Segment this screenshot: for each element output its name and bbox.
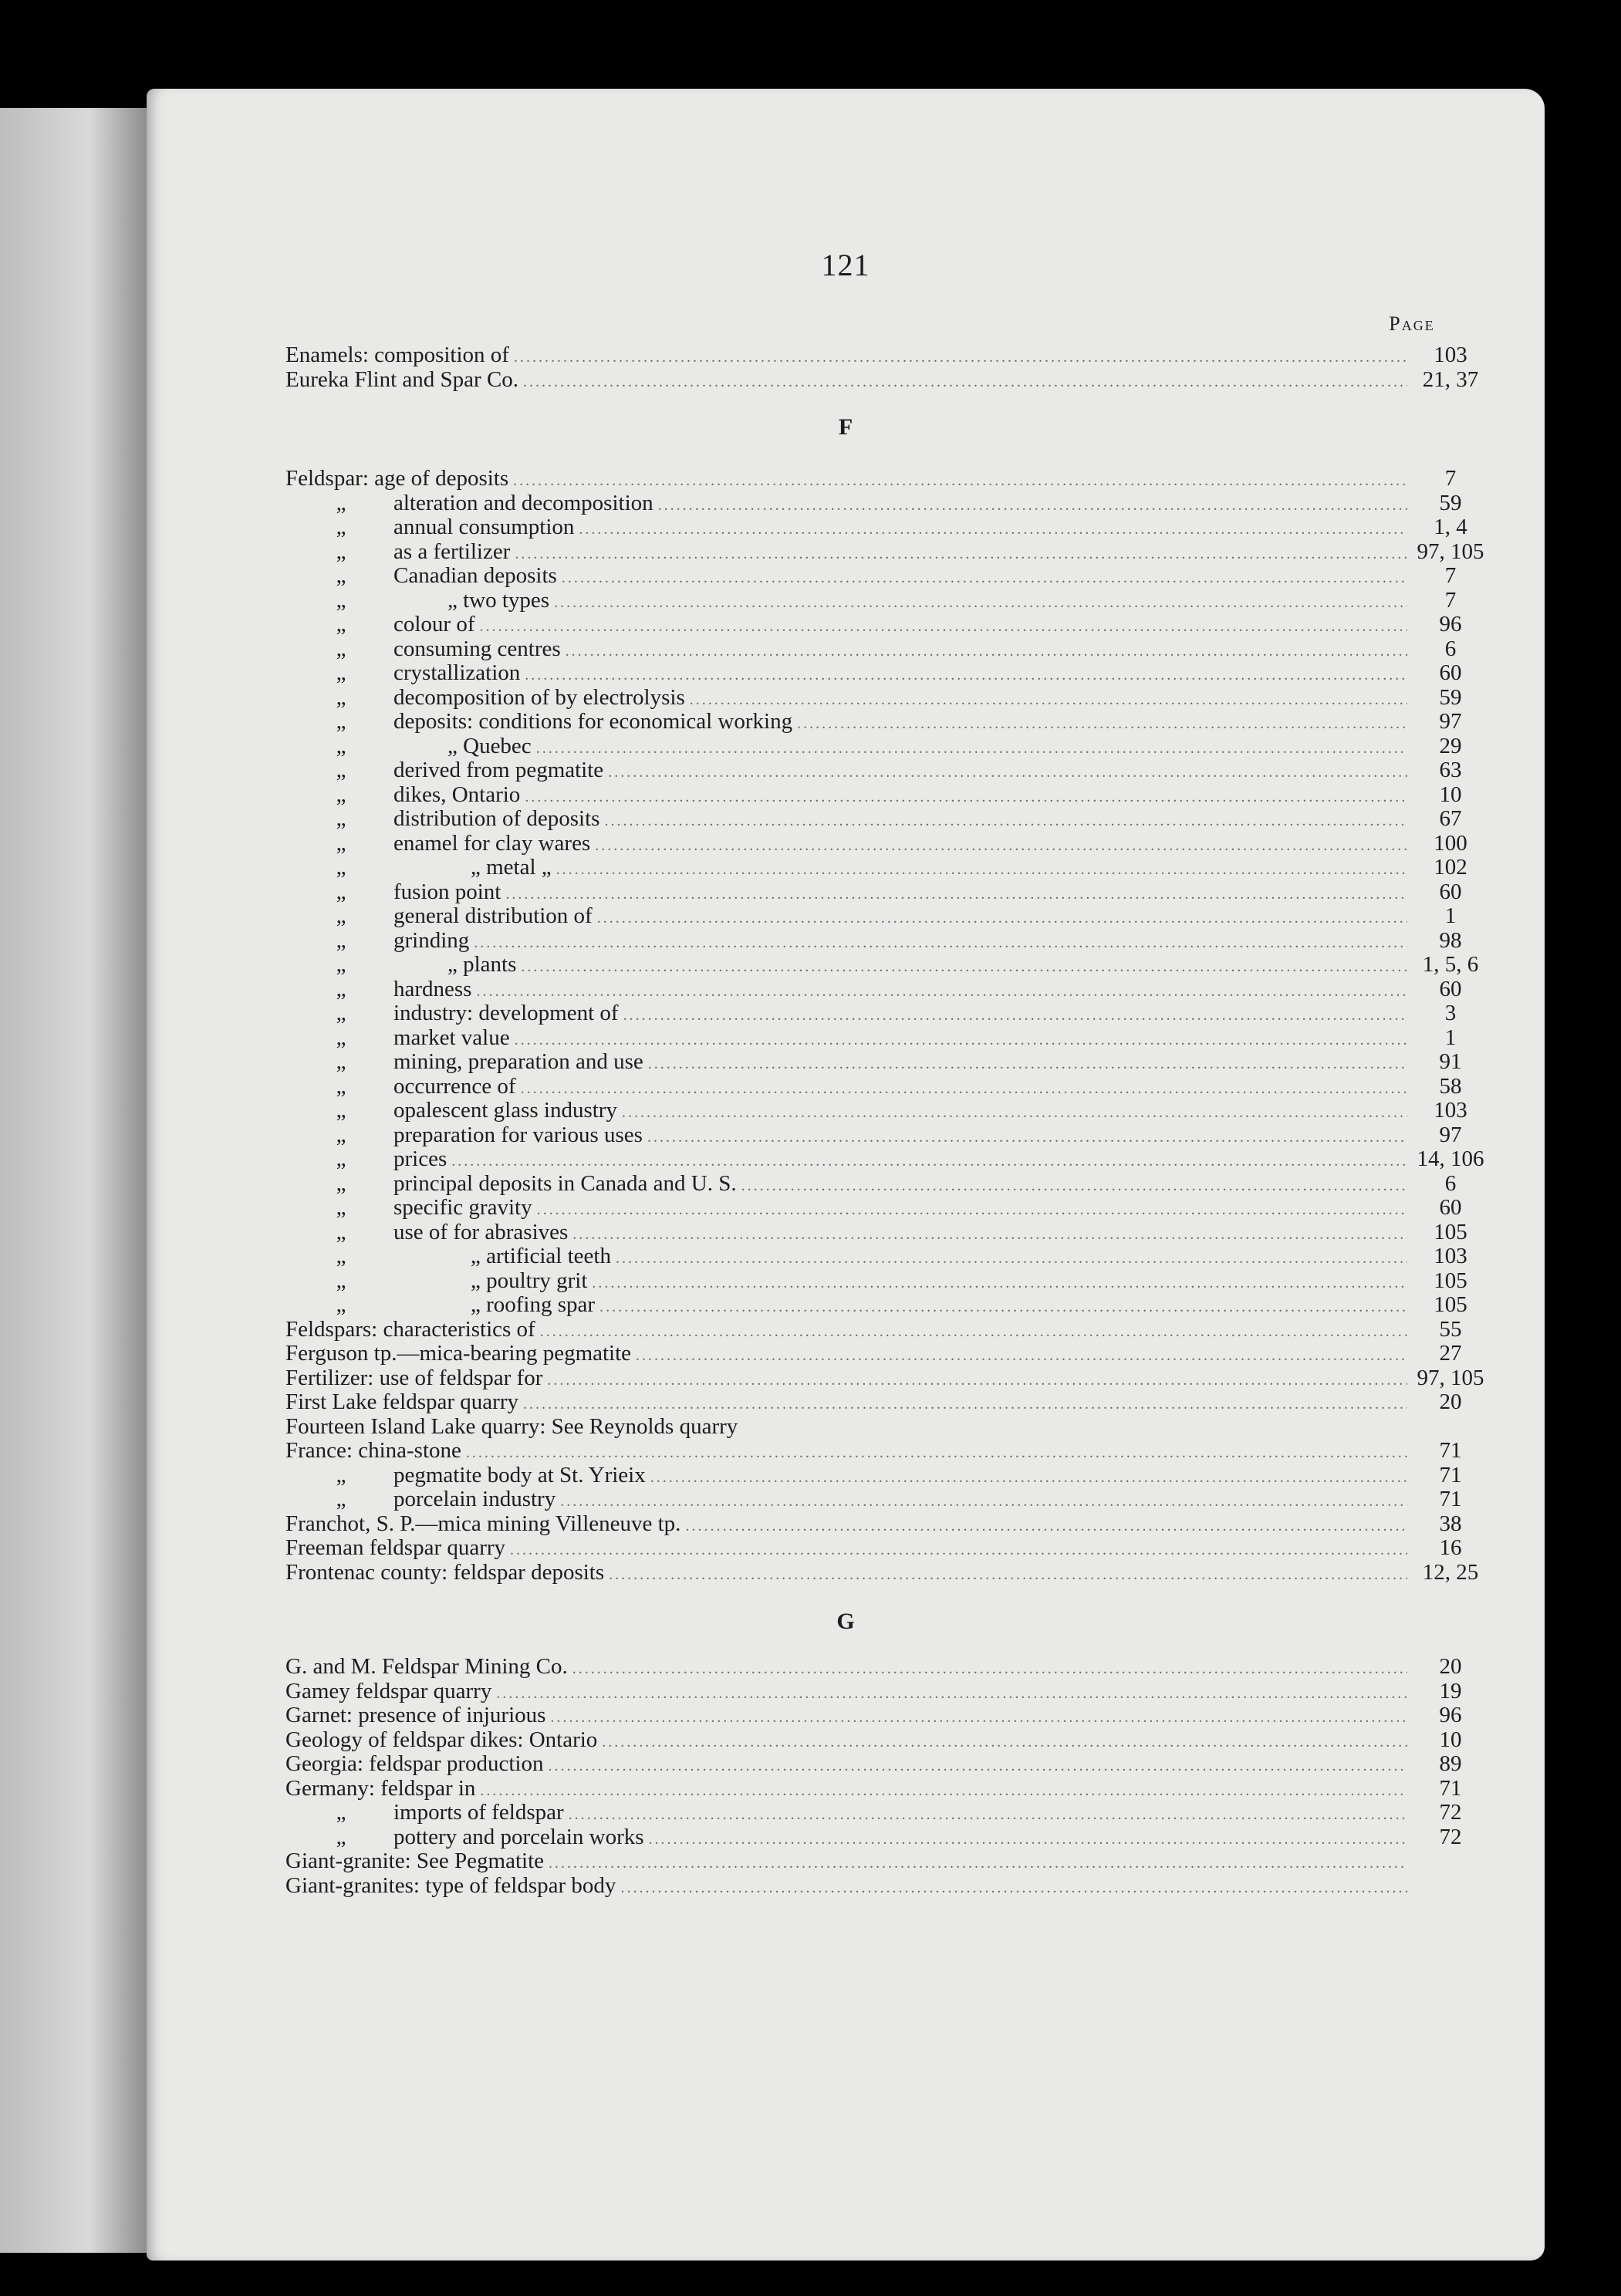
entry-pages: 96 <box>1439 612 1462 636</box>
dot-leader <box>451 1150 1407 1174</box>
entry-text: Freeman feldspar quarry <box>285 1535 506 1560</box>
index-entry <box>285 977 1489 1002</box>
ditto-mark: „ <box>336 855 346 880</box>
ditto-mark: „ <box>336 1001 346 1025</box>
ditto-mark: „ <box>336 927 346 953</box>
ditto-mark: „ <box>336 587 346 613</box>
entry-text: crystallization <box>393 660 521 685</box>
dot-leader <box>602 1730 1407 1755</box>
ditto-mark: „ <box>336 1824 346 1849</box>
index-entry <box>285 1415 1489 1440</box>
entry-pages: 12, 25 <box>1422 1559 1479 1585</box>
page-number: 121 <box>821 248 870 282</box>
index-entry <box>285 1752 1489 1777</box>
entry-text: Fourteen Island Lake quarry: See Reynolds quarry <box>285 1413 738 1439</box>
entry-pages: 67 <box>1439 806 1462 831</box>
entry-text: distribution of deposits <box>393 806 600 831</box>
dot-leader <box>537 1198 1407 1223</box>
entry-text: pottery and porcelain works <box>393 1824 644 1849</box>
entry-pages: 60 <box>1439 976 1462 1001</box>
ditto-mark: „ <box>336 830 346 856</box>
index-entry <box>285 1703 1489 1728</box>
dot-leader <box>566 640 1407 664</box>
index-entry <box>285 1680 1489 1704</box>
index-entry <box>285 1439 1489 1464</box>
entry-pages: 100 <box>1434 830 1467 856</box>
entry-pages: 97, 105 <box>1417 539 1484 564</box>
entry-pages: 1, 5, 6 <box>1422 952 1479 977</box>
dot-leader <box>616 1247 1407 1271</box>
entry-text: „ Quebec <box>447 733 532 758</box>
entry-text: Feldspars: characteristics of <box>285 1316 535 1342</box>
index-entry <box>285 1221 1489 1245</box>
index-list-g <box>285 1655 1489 1898</box>
entry-text: France: china-stone <box>285 1438 461 1463</box>
index-list-e <box>285 343 1489 392</box>
index-entry <box>285 1777 1489 1801</box>
index-entry <box>285 1123 1489 1148</box>
dot-leader <box>685 1514 1407 1539</box>
entry-pages: 103 <box>1434 343 1467 367</box>
entry-pages: 105 <box>1434 1292 1467 1317</box>
entry-pages: 60 <box>1439 660 1462 685</box>
entry-pages: 1, 4 <box>1434 515 1467 539</box>
entry-text: prices <box>393 1146 447 1171</box>
dot-leader <box>513 469 1407 494</box>
index-entry <box>285 637 1489 662</box>
dot-leader <box>569 1803 1407 1828</box>
entry-text: derived from pegmatite <box>393 758 604 782</box>
entry-text: Eureka Flint and Spar Co. <box>285 366 519 392</box>
entry-text: Frontenac county: feldspar deposits <box>285 1559 605 1585</box>
dot-leader <box>523 1393 1407 1417</box>
entry-pages: 10 <box>1439 1727 1462 1752</box>
dot-leader <box>560 1490 1407 1514</box>
entry-text: preparation for various uses <box>393 1122 643 1147</box>
dot-leader <box>536 737 1407 761</box>
entry-pages: 14, 106 <box>1417 1146 1484 1171</box>
entry-text: Ferguson tp.—mica-bearing pegmatite <box>285 1341 632 1366</box>
entry-text: „ artificial teeth <box>471 1244 611 1268</box>
ditto-mark: „ <box>336 879 346 904</box>
ditto-mark: „ <box>336 490 346 515</box>
entry-pages: 7 <box>1444 587 1457 613</box>
entry-text: „ two types <box>447 587 550 613</box>
entry-pages: 105 <box>1434 1268 1467 1293</box>
entry-text: dikes, Ontario <box>393 782 521 807</box>
entry-pages: 60 <box>1439 1195 1462 1220</box>
dot-leader <box>521 1077 1407 1102</box>
entry-text: Georgia: feldspar production <box>285 1751 544 1776</box>
index-entry <box>285 1244 1489 1269</box>
index-entry <box>285 515 1489 540</box>
dot-leader <box>579 518 1407 542</box>
index-entry <box>285 343 1489 368</box>
index-entry <box>285 783 1489 808</box>
dot-leader <box>496 1682 1407 1707</box>
entry-text: „ roofing spar <box>471 1292 596 1317</box>
index-entry <box>285 953 1489 977</box>
index-entry <box>285 1487 1489 1512</box>
entry-text: Giant-granites: type of feldspar body <box>285 1872 616 1898</box>
index-entry <box>285 832 1489 856</box>
ditto-mark: „ <box>336 1122 346 1147</box>
dot-leader <box>608 761 1407 785</box>
dot-leader <box>604 809 1407 834</box>
index-entry <box>285 686 1489 711</box>
entry-text: „ metal „ <box>471 855 552 880</box>
dot-leader <box>623 1004 1407 1028</box>
dot-leader <box>525 663 1407 688</box>
entry-pages: 97, 105 <box>1417 1365 1484 1390</box>
index-entry <box>285 1318 1489 1342</box>
index-entry <box>285 1001 1489 1026</box>
ditto-mark: „ <box>336 952 346 977</box>
ditto-mark: „ <box>336 758 346 782</box>
entry-pages: 55 <box>1439 1316 1462 1342</box>
ditto-mark: „ <box>336 1219 346 1244</box>
ditto-mark: „ <box>336 1170 346 1196</box>
index-entry <box>285 1099 1489 1123</box>
entry-pages: 27 <box>1439 1341 1462 1366</box>
ditto-mark: „ <box>336 976 346 1001</box>
index-page <box>147 89 1545 2261</box>
index-entry <box>285 1366 1489 1391</box>
index-entry <box>285 1512 1489 1537</box>
entry-text: colour of <box>393 612 475 636</box>
dot-leader <box>466 1441 1407 1466</box>
dot-leader <box>609 1563 1407 1588</box>
index-entry <box>285 1801 1489 1825</box>
entry-text: opalescent glass industry <box>393 1098 617 1123</box>
dot-leader <box>650 1466 1407 1491</box>
index-entry <box>285 856 1489 880</box>
index-entry <box>285 807 1489 832</box>
entry-pages: 63 <box>1439 758 1462 782</box>
index-entry <box>285 1655 1489 1680</box>
ditto-mark: „ <box>336 1195 346 1220</box>
entry-pages: 59 <box>1439 490 1462 515</box>
dot-leader <box>540 1320 1407 1345</box>
ditto-mark: „ <box>336 1146 346 1171</box>
index-entry <box>285 1293 1489 1318</box>
index-entry <box>285 1874 1489 1899</box>
index-entry <box>285 368 1489 393</box>
index-entry <box>285 491 1489 516</box>
entry-text: „ plants <box>447 952 517 977</box>
ditto-mark: „ <box>336 515 346 539</box>
entry-text: decomposition of by electrolysis <box>393 684 685 710</box>
entry-text: use of for abrasives <box>393 1219 569 1244</box>
index-entry <box>285 540 1489 565</box>
dot-leader <box>521 955 1407 980</box>
index-entry <box>285 1050 1489 1075</box>
facing-page-edge <box>0 108 162 2253</box>
dot-leader <box>480 1779 1407 1804</box>
ditto-mark: „ <box>336 612 346 636</box>
index-entry <box>285 880 1489 905</box>
entry-text: Giant-granite: See Pegmatite <box>285 1849 545 1873</box>
dot-leader <box>690 688 1407 713</box>
entry-text: hardness <box>393 976 472 1001</box>
entry-text: Geology of feldspar dikes: Ontario <box>285 1727 598 1752</box>
entry-text: First Lake feldspar quarry <box>285 1389 518 1414</box>
dot-leader <box>592 1271 1407 1296</box>
index-entry <box>285 1196 1489 1221</box>
ditto-mark: „ <box>336 709 346 734</box>
entry-pages: 1 <box>1444 1025 1457 1050</box>
entry-text: principal deposits in Canada and U. S. <box>393 1170 737 1196</box>
index-entry <box>285 1536 1489 1561</box>
ditto-mark: „ <box>336 636 346 661</box>
dot-leader <box>636 1344 1407 1369</box>
entry-text: fusion point <box>393 879 501 904</box>
index-entry <box>285 904 1489 929</box>
entry-text: Garnet: presence of injurious <box>285 1703 546 1727</box>
entry-pages: 102 <box>1434 855 1467 880</box>
entry-text: pegmatite body at St. Yrieix <box>393 1462 646 1487</box>
index-entry <box>285 661 1489 686</box>
index-entry <box>285 929 1489 954</box>
entry-text: consuming centres <box>393 636 561 661</box>
dot-leader <box>549 1852 1407 1876</box>
ditto-mark: „ <box>336 903 346 928</box>
entry-text: Canadian deposits <box>393 563 557 588</box>
dot-leader <box>647 1126 1407 1150</box>
entry-text: enamel for clay wares <box>393 830 591 856</box>
index-entry <box>285 1561 1489 1585</box>
entry-pages: 29 <box>1439 733 1462 758</box>
entry-pages: 105 <box>1434 1219 1467 1244</box>
entry-text: general distribution of <box>393 903 593 928</box>
entry-pages: 10 <box>1439 782 1462 807</box>
dot-leader <box>649 1828 1407 1852</box>
entry-text: grinding <box>393 927 470 953</box>
dot-leader <box>515 1028 1407 1053</box>
dot-leader <box>622 1101 1407 1126</box>
index-entry <box>285 734 1489 759</box>
ditto-mark: „ <box>336 1073 346 1099</box>
entry-text: Germany: feldspar in <box>285 1775 476 1801</box>
index-entry <box>285 710 1489 734</box>
page-column-heading: Page <box>1389 312 1435 335</box>
index-entry <box>285 1075 1489 1099</box>
dot-leader <box>554 591 1407 616</box>
index-entry <box>285 613 1489 637</box>
entry-pages: 72 <box>1439 1824 1462 1849</box>
index-entry <box>285 1269 1489 1294</box>
dot-leader <box>648 1052 1407 1077</box>
dot-leader <box>599 1295 1407 1320</box>
dot-leader <box>597 907 1407 931</box>
entry-pages: 89 <box>1439 1751 1462 1776</box>
ditto-mark: „ <box>336 563 346 588</box>
ditto-mark: „ <box>336 1487 346 1511</box>
ditto-mark: „ <box>336 1292 346 1317</box>
entry-pages: 3 <box>1444 1001 1457 1025</box>
index-entry <box>285 589 1489 613</box>
index-entry <box>285 758 1489 783</box>
ditto-mark: „ <box>336 1462 346 1487</box>
index-entry <box>285 1172 1489 1197</box>
entry-text: imports of feldspar <box>393 1800 564 1825</box>
ditto-mark: „ <box>336 1049 346 1074</box>
entry-pages: 91 <box>1439 1049 1462 1074</box>
ditto-mark: „ <box>336 782 346 807</box>
entry-pages: 20 <box>1439 1389 1462 1414</box>
ditto-mark: „ <box>336 1800 346 1825</box>
dot-leader <box>620 1876 1407 1901</box>
index-entry <box>285 1390 1489 1415</box>
index-entry <box>285 1026 1489 1051</box>
dot-leader <box>556 858 1407 883</box>
entry-text: industry: development of <box>393 1001 619 1025</box>
entry-pages: 20 <box>1439 1654 1462 1679</box>
entry-text: market value <box>393 1025 510 1050</box>
entry-pages: 1 <box>1444 903 1457 928</box>
entry-pages: 72 <box>1439 1800 1462 1825</box>
entry-pages: 71 <box>1439 1487 1462 1511</box>
entry-text: porcelain industry <box>393 1487 556 1511</box>
entry-text: deposits: conditions for economical working <box>393 709 793 734</box>
entry-pages: 59 <box>1439 684 1462 710</box>
entry-pages: 58 <box>1439 1073 1462 1099</box>
ditto-mark: „ <box>336 1244 346 1268</box>
entry-pages: 103 <box>1434 1098 1467 1123</box>
entry-text: annual consumption <box>393 515 575 539</box>
ditto-mark: „ <box>336 733 346 758</box>
index-entry <box>285 1728 1489 1753</box>
index-entry <box>285 1825 1489 1850</box>
dot-leader <box>741 1174 1407 1199</box>
dot-leader <box>548 1754 1407 1779</box>
dot-leader <box>547 1369 1407 1393</box>
dot-leader <box>562 566 1407 591</box>
dot-leader <box>505 883 1407 907</box>
dot-leader <box>525 785 1407 810</box>
entry-text: Enamels: composition of <box>285 343 509 367</box>
entry-text: Franchot, S. P.—mica mining Villeneuve tp. <box>285 1511 681 1536</box>
entry-text: G. and M. Feldspar Mining Co. <box>285 1654 568 1679</box>
entry-pages: 6 <box>1444 1170 1457 1196</box>
section-letter-f: F <box>838 414 853 440</box>
ditto-mark: „ <box>336 684 346 710</box>
dot-leader <box>595 834 1407 859</box>
entry-pages: 19 <box>1439 1678 1462 1703</box>
entry-pages: 7 <box>1444 466 1457 491</box>
dot-leader <box>658 494 1407 518</box>
index-entry <box>285 1147 1489 1172</box>
entry-text: „ poultry grit <box>471 1268 588 1293</box>
entry-pages: 96 <box>1439 1703 1462 1727</box>
dot-leader <box>797 712 1407 737</box>
entry-pages: 38 <box>1439 1511 1462 1536</box>
dot-leader <box>480 615 1408 640</box>
ditto-mark: „ <box>336 1098 346 1123</box>
entry-text: Gamey feldspar quarry <box>285 1678 492 1703</box>
entry-pages: 71 <box>1439 1775 1462 1801</box>
index-entry <box>285 1342 1489 1366</box>
dot-leader <box>572 1657 1407 1682</box>
entry-pages: 71 <box>1439 1462 1462 1487</box>
entry-text: Fertilizer: use of feldspar for <box>285 1365 543 1390</box>
entry-pages: 16 <box>1439 1535 1462 1560</box>
ditto-mark: „ <box>336 539 346 564</box>
dot-leader <box>572 1223 1407 1248</box>
index-entry <box>285 1849 1489 1874</box>
dot-leader <box>523 370 1407 395</box>
entry-pages: 98 <box>1439 927 1462 953</box>
ditto-mark: „ <box>336 1268 346 1293</box>
entry-text: as a fertilizer <box>393 539 511 564</box>
entry-pages: 60 <box>1439 879 1462 904</box>
dot-leader <box>510 1538 1407 1563</box>
entry-text: mining, preparation and use <box>393 1049 643 1074</box>
entry-pages: 71 <box>1439 1438 1462 1463</box>
entry-pages: 6 <box>1444 636 1457 661</box>
index-entry <box>285 467 1489 491</box>
dot-leader <box>474 931 1407 956</box>
entry-text: occurrence of <box>393 1073 516 1099</box>
index-list-f <box>285 467 1489 1585</box>
ditto-mark: „ <box>336 806 346 831</box>
dot-leader <box>514 346 1407 370</box>
dot-leader <box>515 542 1407 567</box>
entry-pages: 21, 37 <box>1422 366 1479 392</box>
index-entry <box>285 1464 1489 1488</box>
index-entry <box>285 564 1489 589</box>
section-letter-g: G <box>836 1609 855 1634</box>
entry-pages: 103 <box>1434 1244 1467 1268</box>
ditto-mark: „ <box>336 660 346 685</box>
entry-text: Feldspar: age of deposits <box>285 466 509 491</box>
entry-text: alteration and decomposition <box>393 490 653 515</box>
dot-leader <box>550 1706 1407 1730</box>
ditto-mark: „ <box>336 1025 346 1050</box>
entry-pages: 97 <box>1439 1122 1462 1147</box>
entry-text: specific gravity <box>393 1195 532 1220</box>
entry-pages: 97 <box>1439 709 1462 734</box>
entry-pages: 7 <box>1444 563 1457 588</box>
